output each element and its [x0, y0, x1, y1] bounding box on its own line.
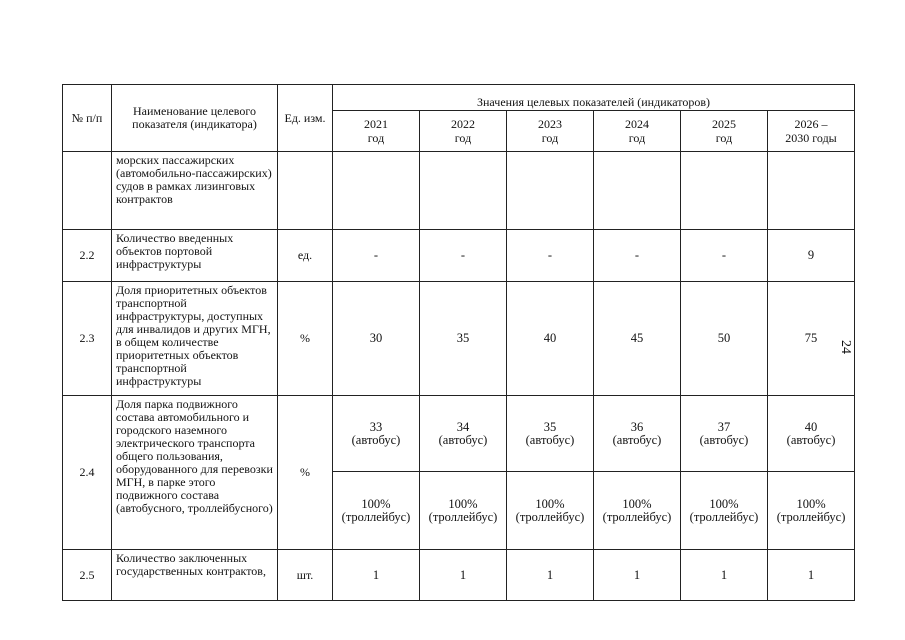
- row-value: -: [681, 230, 768, 282]
- row-value: 50: [681, 282, 768, 396]
- row-value: 1: [333, 550, 420, 601]
- row-num: [63, 152, 112, 230]
- row-value: 40 (автобус): [768, 396, 855, 472]
- row-num: 2.4: [63, 396, 112, 550]
- header-unit: Ед. изм.: [278, 85, 333, 152]
- page-number: 24: [838, 340, 853, 354]
- row-value: [420, 152, 507, 230]
- row-value: -: [594, 230, 681, 282]
- row-unit: %: [278, 282, 333, 396]
- row-name: морских пассажирских (автомобильно-пассажирских) судов в рамках лизинговых контрактов: [112, 152, 278, 230]
- header-year: 2023 год: [507, 111, 594, 152]
- row-name: Количество заключенных государственных контрактов,: [112, 550, 278, 601]
- row-value: [768, 152, 855, 230]
- row-value: -: [420, 230, 507, 282]
- row-value: 1: [768, 550, 855, 601]
- row-value: 100% (троллейбус): [681, 472, 768, 550]
- row-value: -: [507, 230, 594, 282]
- row-value: 1: [594, 550, 681, 601]
- row-value: 40: [507, 282, 594, 396]
- row-value: 9: [768, 230, 855, 282]
- row-value: [507, 152, 594, 230]
- row-unit: %: [278, 396, 333, 550]
- table-row: [63, 152, 855, 230]
- row-value: 1: [681, 550, 768, 601]
- row-value: [333, 152, 420, 230]
- row-name: Доля парка подвижного состава автомобильного и городского наземного электрического транспорта общего пользования, оборудованного для перевозки МГН, в парке этого подвижного состава (автобусного, троллейбусного): [112, 396, 278, 550]
- row-value: 100% (троллейбус): [507, 472, 594, 550]
- row-value: 100% (троллейбус): [768, 472, 855, 550]
- row-value: 30: [333, 282, 420, 396]
- row-value: -: [333, 230, 420, 282]
- row-value: 34 (автобус): [420, 396, 507, 472]
- row-num: 2.5: [63, 550, 112, 601]
- indicators-table: [62, 84, 855, 601]
- header-year: 2021 год: [333, 111, 420, 152]
- header-year: 2026 – 2030 годы: [768, 111, 855, 152]
- table-row: [63, 230, 855, 282]
- header-name: Наименование целевого показателя (индикатора): [112, 85, 278, 152]
- row-value: 75: [768, 282, 855, 396]
- row-value: 37 (автобус): [681, 396, 768, 472]
- row-value: 36 (автобус): [594, 396, 681, 472]
- header-row-1: [63, 85, 855, 111]
- row-value: 33 (автобус): [333, 396, 420, 472]
- header-num: № п/п: [63, 85, 112, 152]
- row-value: 35 (автобус): [507, 396, 594, 472]
- header-values-group: Значения целевых показателей (индикаторов): [333, 85, 855, 111]
- header-year: 2022 год: [420, 111, 507, 152]
- row-value: 100% (троллейбус): [420, 472, 507, 550]
- header-year: 2024 год: [594, 111, 681, 152]
- row-value: 1: [507, 550, 594, 601]
- row-value: 35: [420, 282, 507, 396]
- row-name: Количество введенных объектов портовой инфраструктуры: [112, 230, 278, 282]
- row-unit: [278, 152, 333, 230]
- row-value: 100% (троллейбус): [333, 472, 420, 550]
- table-row: [63, 282, 855, 396]
- row-value: 1: [420, 550, 507, 601]
- row-value: 45: [594, 282, 681, 396]
- row-unit: ед.: [278, 230, 333, 282]
- row-num: 2.2: [63, 230, 112, 282]
- header-year: 2025 год: [681, 111, 768, 152]
- row-value: [594, 152, 681, 230]
- row-unit: шт.: [278, 550, 333, 601]
- row-value: 100% (троллейбус): [594, 472, 681, 550]
- row-name: Доля приоритетных объектов транспортной инфраструктуры, доступных для инвалидов и других МГН, в общем количестве приоритетных объектов транспортной инфраструктуры: [112, 282, 278, 396]
- table-row: [63, 396, 855, 472]
- table-row: [63, 550, 855, 601]
- row-num: 2.3: [63, 282, 112, 396]
- row-value: [681, 152, 768, 230]
